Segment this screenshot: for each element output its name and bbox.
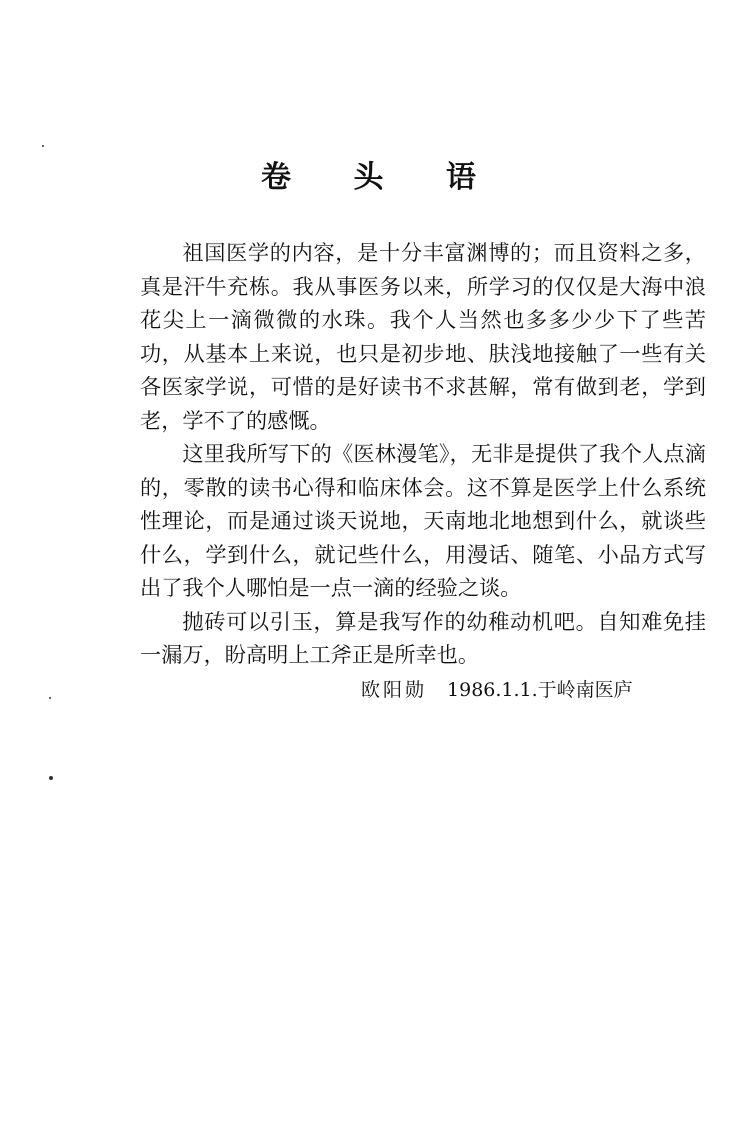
paragraph: 祖国医学的内容，是十分丰富渊博的；而且资料之多，真是汗牛充栋。我从事医务以来，所学习的仅仅是大海中浪花尖上一滴微微的水珠。我个人当然也多多少少下了些苦功，从基本上来说，也只是初步地、肤浅地接触了一些有关各医家学说，可惜的是好读书不求甚解，常有做到老，学到老，学不了的感慨。 [140, 240, 706, 433]
page-title: 卷 头 语 [261, 160, 502, 195]
scan-speck [49, 697, 51, 699]
scan-speck [49, 776, 53, 780]
scan-speck [42, 145, 44, 147]
author-name: 欧阳勋 [361, 679, 428, 701]
preface-body [140, 236, 706, 672]
paragraph: 这里我所写下的《医林漫笔》，无非是提供了我个人点滴的，零散的读书心得和临床体会。这不算是医学上什么系统性理论，而是通过谈天说地，天南地北地想到什么，就谈些什么，学到什么，就记些什么，用漫话、随笔、小品方式写出了我个人哪怕是一点一滴的经验之谈。 [140, 441, 706, 600]
signature-date-place: 1986.1.1.于岭南医庐 [447, 679, 633, 701]
signature [361, 672, 633, 708]
paragraph: 抛砖可以引玉，算是我写作的幼稚动机吧。自知难免挂一漏万，盼高明上工斧正是所幸也。 [140, 608, 706, 667]
